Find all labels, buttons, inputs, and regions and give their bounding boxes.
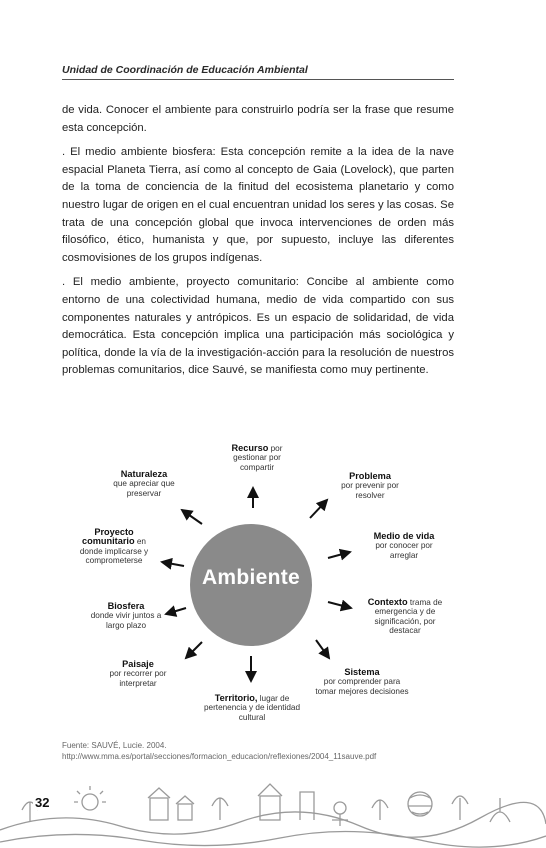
- node-desc: en donde implicarse y comprometerse: [79, 537, 149, 566]
- node-title: Problema: [349, 471, 391, 481]
- node-desc: por recorrer por interpretar: [109, 669, 167, 688]
- arrow-proyecto: [162, 562, 184, 566]
- body-text: [62, 102, 454, 387]
- arrow-paisaje: [186, 642, 202, 658]
- paragraph: . El medio ambiente biosfera: Esta concepción remite a la idea de la nave espacial Planeta Tierra, así como al concepto de Gaia (Lovelock), que parten de la toma de conciencia de la finitud del ecosistema planetario y como nuestro lugar de origen en el cual encuentran unidad los seres y las cosas. Se trata de una concepción global que invoca intervenciones de orden más filosófico, ético, humanista y que, por supuesto, incluye las diferentes cosmovisiones de los grupos indígenas.: [62, 146, 454, 264]
- node-desc: lugar de pertenencia y de identidad cultural: [203, 694, 301, 722]
- arrow-biosfera: [166, 608, 186, 614]
- node-paisaje: [102, 660, 174, 688]
- page-number: 32: [35, 795, 50, 810]
- node-sistema: [314, 668, 410, 696]
- source-author: Fuente: SAUVÉ, Lucie. 2004.: [62, 741, 167, 750]
- node-proyecto: [74, 528, 154, 566]
- node-desc: por gestionar por compartir: [233, 444, 283, 472]
- running-header: Unidad de Coordinación de Educación Ambiental: [62, 64, 454, 80]
- node-title: Proyecto comunitario: [82, 527, 135, 547]
- source-url: http://www.mma.es/portal/secciones/formacion_educacion/reflexiones/2004_11sauve.pdf: [62, 752, 377, 761]
- arrow-naturaleza: [182, 510, 202, 524]
- center-label: Ambiente: [201, 566, 301, 589]
- node-contexto: [362, 598, 448, 636]
- arrow-medio-vida: [328, 552, 350, 558]
- arrow-sistema: [316, 640, 329, 658]
- node-title: Medio de vida: [373, 531, 435, 541]
- node-title: Naturaleza: [120, 469, 168, 479]
- node-desc: por comprender para tomar mejores decisiones: [315, 677, 409, 696]
- node-biosfera: [88, 602, 164, 630]
- node-naturaleza: [108, 470, 180, 498]
- node-medio-vida: [366, 532, 442, 560]
- node-title: Territorio,: [214, 693, 258, 703]
- source-citation: [62, 740, 462, 762]
- node-title: Contexto: [367, 597, 408, 607]
- node-title: Paisaje: [122, 659, 154, 669]
- node-desc: por prevenir por resolver: [341, 481, 399, 500]
- node-desc: trama de emergencia y de significación, por destacar: [374, 598, 443, 636]
- node-recurso: [216, 444, 298, 472]
- node-title: Sistema: [344, 667, 380, 677]
- node-title: Recurso: [231, 443, 269, 453]
- arrow-problema: [310, 500, 327, 518]
- node-territorio: [200, 694, 304, 722]
- environment-concepts-diagram: [56, 436, 476, 736]
- footer-illustration: [0, 768, 546, 848]
- node-desc: por conocer por arreglar: [375, 541, 433, 560]
- paragraph: . El medio ambiente, proyecto comunitario: Concibe al ambiente como entorno de una colectividad humana, medio de vida compartido con sus componentes naturales y antrópicos. Es un espacio de solidaridad, de vida democrática. Esta concepción implica una participación más sociológica y política, donde la vía de la investigación-acción para la resolución de nuestros problemas comunitarios, dice Sauvé, se manifiesta como muy pertinente.: [62, 276, 454, 377]
- node-desc: donde vivir juntos a largo plazo: [90, 611, 162, 630]
- node-problema: [334, 472, 406, 500]
- paragraph: de vida. Conocer el ambiente para construirlo podría ser la frase que resume esta concepción.: [62, 104, 454, 134]
- node-title: Biosfera: [107, 601, 145, 611]
- arrow-contexto: [328, 602, 351, 608]
- node-desc: que apreciar que preservar: [113, 479, 175, 498]
